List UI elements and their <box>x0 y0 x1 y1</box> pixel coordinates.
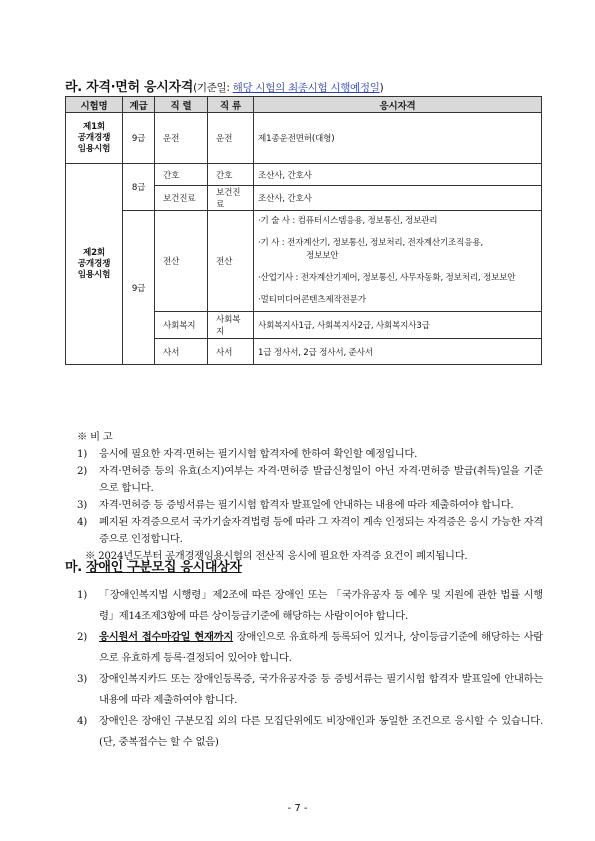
list-item: 4) 폐지된 자격증으로서 국가기술자격법령 등에 따라 그 자격이 계속 인정되는 자격증은 응시 가능한 자격증으로 인정합니다. <box>77 516 543 545</box>
section-heading-qualifications <box>65 76 545 95</box>
exam-name-2: 제2회 공개경쟁 임용시험 <box>66 164 123 365</box>
section-title: 라. 자격·면허 응시자격 <box>65 80 194 95</box>
header-series: 직 렬 <box>155 97 208 113</box>
page-number: - 7 - <box>287 803 308 814</box>
table-row: 제2회 공개경쟁 임용시험 8급 간호 간호 조산사, 간호사 <box>66 164 542 186</box>
table-header-row <box>66 97 542 113</box>
table-row: 9급 전산 전산 ·기 술 사 : 컴퓨터시스템응용, 정보통신, 정보관리 ·기 사 : 전자계산기, 정보통신, 정보처리, 전자계산기조직응용, 정보보안 ·산업기사 : 전자계산기제어, 정보통신, 사무자동화, 정보처리, 정보보안 ·멀티미디어콘텐츠제작전문가 <box>66 211 542 312</box>
list-item: 2) 자격·면허증 등의 유효(소지)여부는 자격·면허증 발급신청일이 아닌 자격·면허증 발급(취득)일을 기준으로 합니다. <box>77 465 543 494</box>
list-item: 2) 응시원서 접수마감일 현재까지 장애인으로 유효하게 등록되어 있거나, 상이등급기준에 해당하는 사람으로 유효하게 등록·결정되어 있어야 합니다. <box>77 631 544 664</box>
emphasis: 응시원서 접수마감일 현재까지 <box>99 631 234 643</box>
base-date-note: (기준일: 해당 시험의 최종시험 시행예정일) <box>193 82 384 94</box>
header-grade: 계급 <box>123 97 155 113</box>
section-title: 장애인 구분모집 응시대상자 <box>86 560 242 575</box>
table-row: 사회복지 사회복지 사회복지사1급, 사회복지사2급, 사회복지사3급 <box>66 312 542 339</box>
list-item: 1) 응시에 필요한 자격·면허는 필기시험 합격자에 한하여 확인할 예정입니다. <box>77 448 418 460</box>
header-class: 직 류 <box>208 97 254 113</box>
remarks-star-note: ※ 2024년도부터 공개경쟁임용시험의 전산직 응시에 필요한 자격증 요건이 폐지됩니다. <box>85 550 468 562</box>
table-row: 보건진료 보건진료 조산사, 간호사 <box>66 186 542 211</box>
list-item: 3) 자격·면허증 등 증빙서류는 필기시험 합격자 발표일에 안내하는 내용에 따라 제출하여야 합니다. <box>77 499 514 511</box>
table-row: 제1회 공개경쟁 임용시험 9급 운전 운전 제1종운전면허(대형) <box>66 113 542 164</box>
base-date-link[interactable]: 해당 시험의 최종시험 시행예정일 <box>232 82 380 94</box>
section-heading-disabled: 마. 장애인 구분모집 응시대상자 <box>65 560 242 575</box>
list-item: 3) 장애인복지카드 또는 장애인등록증, 국가유공자증 등 증빙서류는 필기시험 합격자 발표일에 안내하는 내용에 따라 제출하여야 합니다. <box>77 673 543 706</box>
header-qualification: 응시자격 <box>254 97 542 113</box>
header-exam: 시험명 <box>66 97 123 113</box>
qualification-table <box>65 96 542 365</box>
disabled-eligibility-list <box>77 585 543 753</box>
remarks <box>77 428 543 565</box>
exam-name-1: 제1회 공개경쟁 임용시험 <box>66 113 123 164</box>
list-item: 4) 장애인은 장애인 구분모집 외의 다른 모집단위에도 비장애인과 동일한 조건으로 응시할 수 있습니다. (단, 중복접수는 할 수 없음) <box>77 715 543 748</box>
remarks-title: ※ 비 고 <box>77 431 113 443</box>
table-row: 사서 사서 1급 정사서, 2급 정사서, 준사서 <box>66 339 542 365</box>
it-qualification-list: ·기 술 사 : 컴퓨터시스템응용, 정보통신, 정보관리 ·기 사 : 전자계산기, 정보통신, 정보처리, 전자계산기조직응용, 정보보안 ·산업기사 : 전자계산기제어, 정보통신, 사무자동화, 정보처리, 정보보안 ·멀티미디어콘텐츠제작전문가 <box>254 211 542 312</box>
list-item: 1) 「장애인복지법 시행령」제2조에 따른 장애인 또는 「국가유공자 등 예우 및 지원에 관한 법률 시행령」제14조제3항에 따른 상이등급기준에 해당하는 사람이어야 합니다. <box>77 589 543 622</box>
